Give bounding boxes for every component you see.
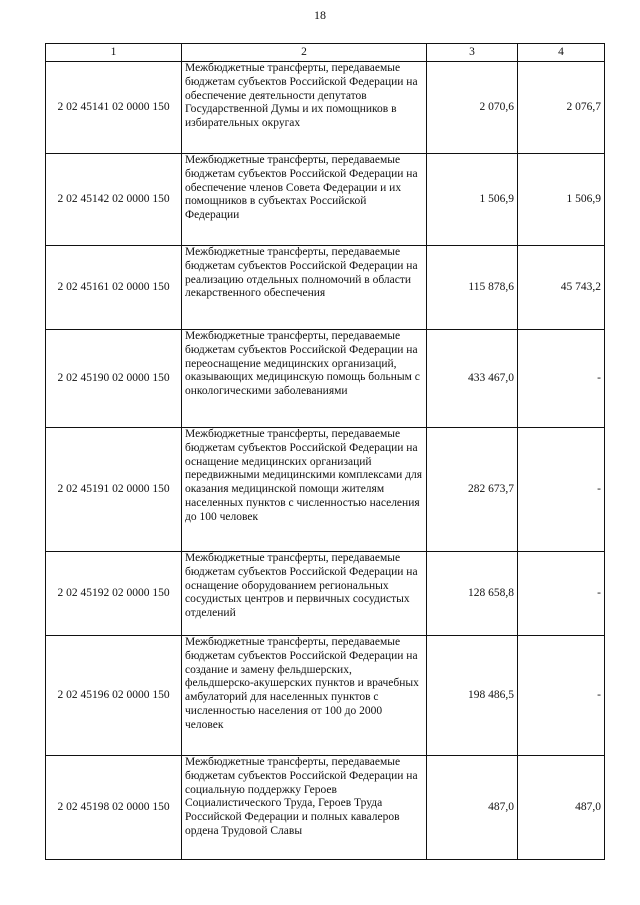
row-description: Межбюджетные трансферты, передаваемые бюджетам субъектов Российской Федерации на обеспечение членов Совета Федерации и их помощников в субъектах Российской Федерации	[182, 154, 427, 246]
table-row	[46, 246, 605, 330]
row-value-2: -	[518, 428, 605, 552]
row-code: 2 02 45161 02 0000 150	[46, 246, 182, 330]
row-description: Межбюджетные трансферты, передаваемые бюджетам субъектов Российской Федерации на переоснащение медицинских организаций, оказывающих медицинскую помощь больным с онкологическими заболеваниями	[182, 330, 427, 428]
row-value-2: -	[518, 552, 605, 636]
table-row	[46, 428, 605, 552]
table-row	[46, 330, 605, 428]
table-row	[46, 62, 605, 154]
row-value-2: -	[518, 330, 605, 428]
row-description: Межбюджетные трансферты, передаваемые бюджетам субъектов Российской Федерации на обеспечение деятельности депутатов Государственной Думы и их помощников в избирательных округах	[182, 62, 427, 154]
row-value-1: 128 658,8	[427, 552, 518, 636]
row-value-1: 487,0	[427, 756, 518, 860]
table-row	[46, 636, 605, 756]
row-value-2: 2 076,7	[518, 62, 605, 154]
header-row	[46, 44, 605, 62]
row-value-2: 1 506,9	[518, 154, 605, 246]
row-value-1: 282 673,7	[427, 428, 518, 552]
table-row	[46, 154, 605, 246]
row-value-2: 487,0	[518, 756, 605, 860]
row-description: Межбюджетные трансферты, передаваемые бюджетам субъектов Российской Федерации на оснащение оборудованием региональных сосудистых центров и первичных сосудистых отделений	[182, 552, 427, 636]
table-row	[46, 756, 605, 860]
row-code: 2 02 45191 02 0000 150	[46, 428, 182, 552]
row-code: 2 02 45198 02 0000 150	[46, 756, 182, 860]
row-description: Межбюджетные трансферты, передаваемые бюджетам субъектов Российской Федерации на оснащение медицинских организаций передвижными медицинскими комплексами для оказания медицинской помощи жителям населенных пунктов с численностью населения до 100 человек	[182, 428, 427, 552]
row-code: 2 02 45196 02 0000 150	[46, 636, 182, 756]
row-code: 2 02 45141 02 0000 150	[46, 62, 182, 154]
row-value-1: 2 070,6	[427, 62, 518, 154]
row-value-1: 1 506,9	[427, 154, 518, 246]
row-value-1: 433 467,0	[427, 330, 518, 428]
row-value-2: -	[518, 636, 605, 756]
row-description: Межбюджетные трансферты, передаваемые бюджетам субъектов Российской Федерации на социальную поддержку Героев Социалистического Труда, Героев Труда Российской Федерации и полных кавалеров ордена Трудовой Славы	[182, 756, 427, 860]
row-code: 2 02 45192 02 0000 150	[46, 552, 182, 636]
header-col-3: 3	[427, 44, 518, 62]
page-number: 18	[314, 8, 326, 22]
row-code: 2 02 45142 02 0000 150	[46, 154, 182, 246]
row-value-1: 115 878,6	[427, 246, 518, 330]
header-col-2: 2	[182, 44, 427, 62]
header-col-4: 4	[518, 44, 605, 62]
row-description: Межбюджетные трансферты, передаваемые бюджетам субъектов Российской Федерации на реализацию отдельных полномочий в области лекарственного обеспечения	[182, 246, 427, 330]
row-value-1: 198 486,5	[427, 636, 518, 756]
row-description: Межбюджетные трансферты, передаваемые бюджетам субъектов Российской Федерации на создание и замену фельдшерских, фельдшерско-акушерских пунктов и врачебных амбулаторий для населенных пунктов с численностью населения от 100 до 2000 человек	[182, 636, 427, 756]
table-row	[46, 552, 605, 636]
budget-table	[45, 43, 605, 860]
row-code: 2 02 45190 02 0000 150	[46, 330, 182, 428]
row-value-2: 45 743,2	[518, 246, 605, 330]
header-col-1: 1	[46, 44, 182, 62]
